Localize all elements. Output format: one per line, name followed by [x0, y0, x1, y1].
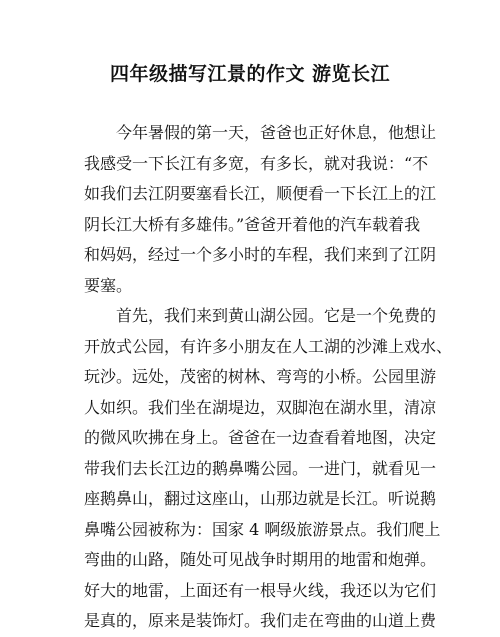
- text-line: 和妈妈，经过一个多小时的车程，我们来到了江阴: [84, 245, 437, 264]
- document-title: 四年级描写江景的作文 游览长江: [109, 63, 391, 85]
- text-line: 要塞。: [84, 275, 133, 295]
- text-line: 玩沙。远处，茂密的树林、弯弯的小桥。公园里游: [84, 367, 437, 386]
- text-line: 好大的地雷，上面还有一根导火线，我还以为它们: [84, 580, 437, 600]
- text-line: 的微风吹拂在身上。爸爸在一边查看着地图，决定: [84, 428, 437, 447]
- text-line: 开放式公园，有许多小朋友在人工湖的沙滩上戏水、: [84, 336, 453, 356]
- text-line: 鼻嘴公园被称为：国家 4 啊级旅游景点。我们爬上: [84, 519, 441, 539]
- text-line: 如我们去江阴要塞看长江，顺便看一下长江上的江: [84, 184, 437, 203]
- text-line: 是真的，原来是装饰灯。我们走在弯曲的山道上费: [84, 611, 437, 630]
- paragraph-first-line: 今年暑假的第一天，爸爸也正好休息，他想让: [116, 123, 437, 142]
- text-line: 阴长江大桥有多雄伟。”爸爸开着他的汽车载着我: [84, 214, 421, 234]
- paragraph-first-line: 首先，我们来到黄山湖公园。它是一个免费的: [116, 306, 437, 325]
- text-line: 座鹅鼻山，翻过这座山，山那边就是长江。听说鹅: [84, 489, 437, 508]
- text-line: 人如织。我们坐在湖堤边，双脚泡在湖水里，清凉: [84, 397, 437, 417]
- text-line: 我感受一下长江有多宽，有多长，就对我说：“不: [84, 153, 429, 173]
- essay-body: [84, 118, 453, 637]
- text-line: 弯曲的山路，随处可见战争时期用的地雷和炮弹。: [84, 550, 437, 569]
- text-line: 带我们去长江边的鹅鼻嘴公园。一进门，就看见一: [84, 458, 437, 478]
